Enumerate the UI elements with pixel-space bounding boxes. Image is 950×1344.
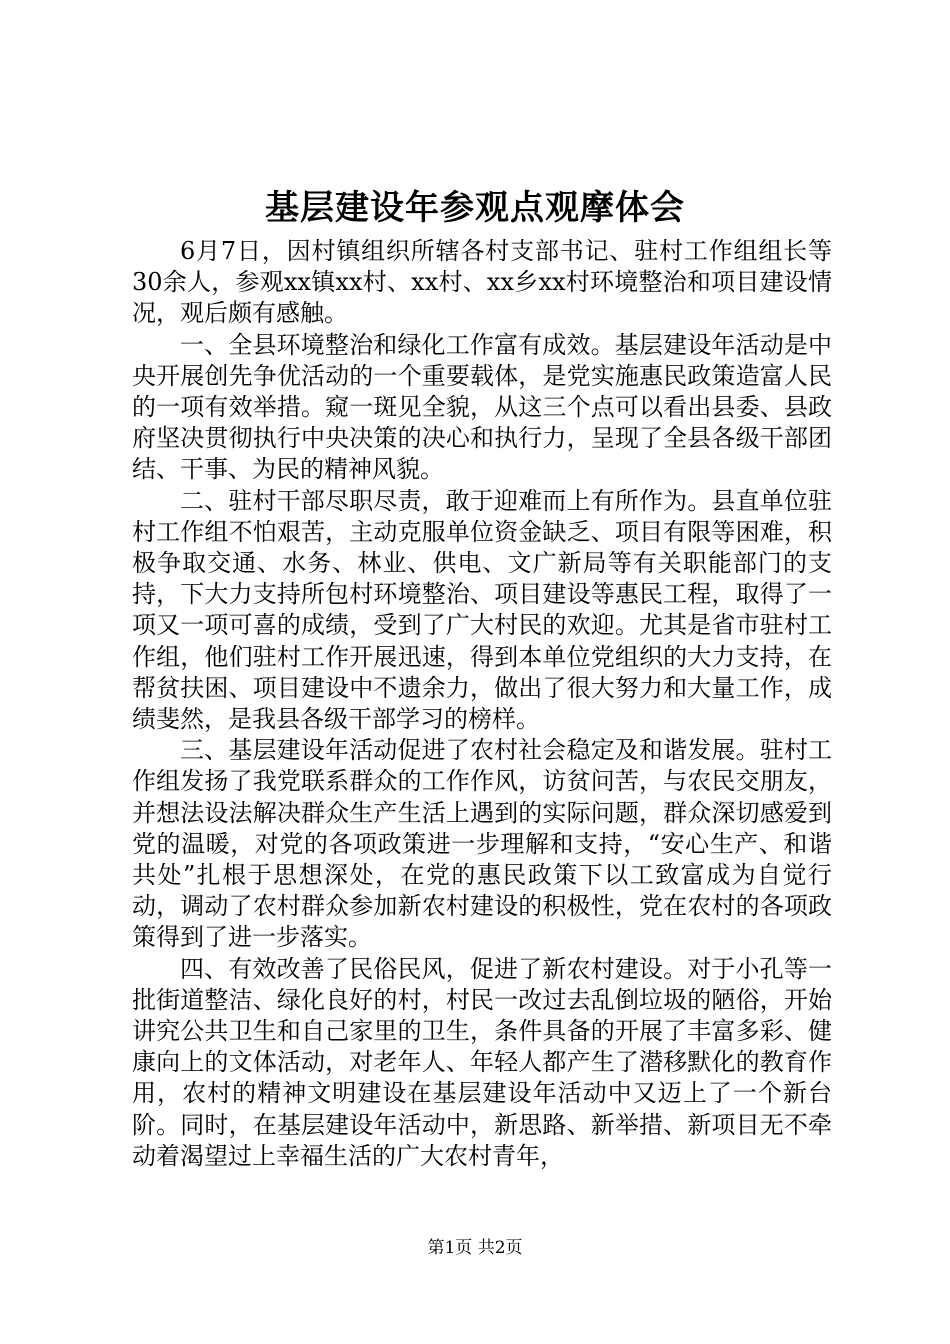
paragraph-intro: 6月7日，因村镇组织所辖各村支部书记、驻村工作组组长等30余人，参观xx镇xx村、xx村、xx乡xx村环境整治和项目建设情况，观后颇有感触。 <box>132 237 832 328</box>
page-number-footer: 第1页 共2页 <box>427 1238 523 1258</box>
paragraph-section-1: 一、全县环境整治和绿化工作富有成效。基层建设年活动是中央开展创先争优活动的一个重要载体，是党实施惠民政策造富人民的一项有效举措。窥一斑见全貌，从这三个点可以看出县委、县政府坚决贯彻执行中央决策的决心和执行力，呈现了全县各级干部团结、干事、为民的精神风貌。 <box>132 330 832 484</box>
paragraph-section-3: 三、基层建设年活动促进了农村社会稳定及和谐发展。驻村工作组发扬了我党联系群众的工作作风，访贫问苦，与农民交朋友，并想法设法解决群众生产生活上遇到的实际问题，群众深切感爱到党的温暖，对党的各项政策进一步理解和支持，“安心生产、和谐共处”扎根于思想深处，在党的惠民政策下以工致富成为自觉行动，调动了农村群众参加新农村建设的积极性，党在农村的各项政策得到了进一步落实。 <box>132 736 832 952</box>
paragraph-section-4: 四、有效改善了民俗民风，促进了新农村建设。对于小孔等一批街道整洁、绿化良好的村，村民一改过去乱倒垃圾的陋俗，开始讲究公共卫生和自己家里的卫生，条件具备的开展了丰富多彩、健康向上的文体活动，对老年人、年轻人都产生了潜移默化的教育作用，农村的精神文明建设在基层建设年活动中又迈上了一个新台阶。同时，在基层建设年活动中，新思路、新举措、新项目无不牵动着渴望过上幸福生活的广大农村青年， <box>132 954 832 1170</box>
document-body <box>132 236 832 1172</box>
document-title: 基层建设年参观点观摩体会 <box>265 188 685 228</box>
paragraph-section-2: 二、驻村干部尽职尽责，敢于迎难而上有所作为。县直单位驻村工作组不怕艰苦，主动克服单位资金缺乏、项目有限等困难，积极争取交通、水务、林业、供电、文广新局等有关职能部门的支持，下大力支持所包村环境整治、项目建设等惠民工程，取得了一项又一项可喜的成绩，受到了广大村民的欢迎。尤其是省市驻村工作组，他们驻村工作开展迅速，得到本单位党组织的大力支持，在帮贫扶困、项目建设中不遗余力，做出了很大努力和大量工作，成绩斐然，是我县各级干部学习的榜样。 <box>132 486 832 734</box>
